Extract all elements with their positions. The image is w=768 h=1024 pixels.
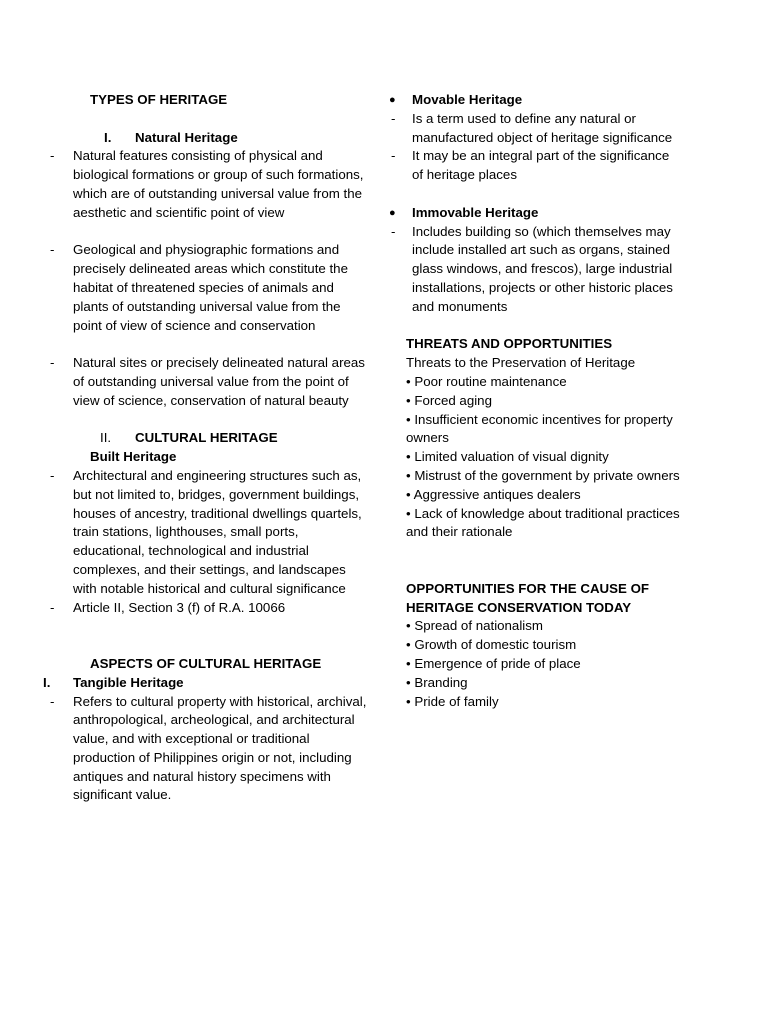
cultural-heritage-heading [40,429,370,448]
built-item-text: Article II, Section 3 (f) of R.A. 10066 [73,599,286,615]
movable-item-text: Is a term used to define any natural or manufactured object of heritage significance [412,110,673,145]
list-item [40,599,370,618]
list-item [40,693,370,806]
tangible-heritage-heading [40,674,370,693]
dash-marker: - [391,110,396,126]
list-item: • Insufficient economic incentives for property owners [406,411,673,446]
list-item: • Forced aging [406,392,492,408]
immovable-heritage-label: Immovable Heritage [412,204,539,220]
movable-heritage-label: Movable Heritage [412,92,523,107]
dash-marker: - [50,693,55,709]
dash-marker: - [50,148,55,164]
list-item [383,110,683,148]
movable-heritage-heading [383,91,683,110]
list-item: • Growth of domestic tourism [406,637,577,653]
immovable-item-text: Includes building so (which themselves may include installed art such as organs, stained glass windows, and frescos), large industrial installations, projects or other historic places and monuments [412,223,673,314]
built-item-text: Architectural and engineering structures such as, but not limited to, bridges, government buildings, houses of ancestry, traditional dwellings quartels, train stations, lighthouses, small ports, educational, technological and industrial complexes, and their settings, and landscapes with notable historical and cultural significance [73,467,362,596]
dash-marker: - [50,599,55,615]
natural-item-text: Natural sites or precisely delineated natural areas of outstanding universal value from the point of view of science, conservation of natural beauty [73,355,365,408]
types-of-heritage-title: TYPES OF HERITAGE [90,92,228,107]
list-item: • Mistrust of the government by private owners [406,467,680,483]
list-item: • Branding [406,674,468,690]
list-item: • Poor routine maintenance [406,373,567,389]
list-item: • Aggressive antiques dealers [406,486,581,502]
list-item [40,147,370,222]
roman-numeral: II. [100,430,112,446]
immovable-heritage-heading [383,204,683,223]
list-item [40,467,370,599]
natural-item-text: Geological and physiographic formations and precisely delineated areas which constitute the habitat of threatened species of animals and plants of outstanding universal value from the point of view of science and conservation [73,242,348,333]
dash-marker: - [50,242,55,258]
list-item: • Lack of knowledge about traditional practices and their rationale [406,505,680,540]
natural-heritage-heading [40,129,370,148]
bullet-marker: ● [389,94,396,106]
cultural-heritage-label: CULTURAL HERITAGE [135,430,278,446]
list-item [383,223,683,317]
list-item [383,147,683,185]
aspects-title: ASPECTS OF CULTURAL HERITAGE [90,655,322,671]
threats-subtitle: Threats to the Preservation of Heritage [406,355,636,371]
natural-item-text: Natural features consisting of physical and biological formations or group of such formations, which are of outstanding universal value from the aesthetic and scientific point of view [73,148,364,220]
built-heritage-label: Built Heritage [90,449,177,465]
list-item: • Limited valuation of visual dignity [406,449,609,465]
threats-section [383,335,683,711]
right-column [383,91,683,711]
tangible-heritage-label: Tangible Heritage [73,674,184,690]
left-column [40,91,370,805]
list-item: • Pride of family [406,693,499,709]
tangible-item-text: Refers to cultural property with historical, archival, anthropological, archeological, and architectural value, and with exceptional or traditional production of Philippines origin or not, including antiques and natural history specimens with significant value. [73,693,367,803]
list-item [40,241,370,335]
opportunities-title: OPPORTUNITIES FOR THE CAUSE OF HERITAGE CONSERVATION TODAY [406,580,650,615]
threats-title: THREATS AND OPPORTUNITIES [406,336,613,352]
roman-numeral: I. [43,674,51,690]
natural-heritage-label: Natural Heritage [135,129,238,145]
list-item [40,354,370,410]
list-item: • Emergence of pride of place [406,655,581,671]
dash-marker: - [391,148,396,164]
list-item: • Spread of nationalism [406,618,543,634]
dash-marker: - [391,223,396,239]
movable-item-text: It may be an integral part of the significance of heritage places [412,148,670,183]
bullet-marker: ● [389,206,396,219]
dash-marker: - [50,467,55,483]
dash-marker: - [50,355,55,371]
roman-numeral: I. [104,129,112,145]
